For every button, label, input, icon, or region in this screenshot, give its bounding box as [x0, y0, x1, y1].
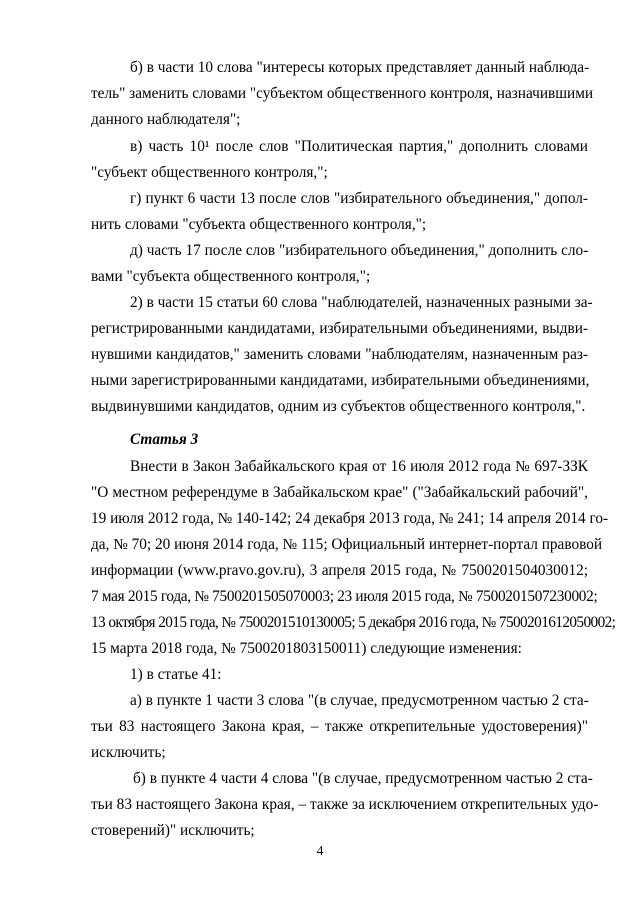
text-line: "О местном референдуме в Забайкальском крае" ("Забайкальский рабочий",	[91, 484, 588, 501]
text-line: тьи 83 настоящего Закона края, – также открепительные удостоверения)"	[91, 718, 588, 735]
text-line: 13 октября 2015 года, № 7500201510130005; 5 декабря 2016 года, № 7500201612050002;	[91, 614, 616, 631]
text-line: г) пункт 6 части 13 после слов "избирательного объединения," допол-	[130, 190, 588, 207]
text-line: исключить;	[91, 744, 166, 761]
text-line: тьи 83 настоящего Закона края, – также за исключением открепительных удо-	[91, 796, 599, 813]
text-line: 7 мая 2015 года, № 7500201505070003; 23 июля 2015 года, № 7500201507230002;	[91, 588, 598, 605]
text-line: д) часть 17 после слов "избирательного объединения," дополнить сло-	[130, 242, 589, 259]
text-line: регистрированными кандидатами, избирательными объединениями, выдви-	[91, 320, 588, 337]
text-line: б) в части 10 слова "интересы которых представляет данный наблюда-	[130, 59, 590, 76]
text-line: стоверений)" исключить;	[91, 822, 255, 839]
article-heading: Статья 3	[130, 431, 199, 448]
text-line: тель" заменить словами "субъектом общественного контроля, назначившими	[91, 85, 594, 102]
text-line: ными зарегистрированными кандидатами, избирательными объединениями,	[91, 372, 590, 389]
text-line: а) в пункте 1 части 3 слова "(в случае, предусмотренном частью 2 ста-	[130, 692, 589, 709]
text-line: 1) в статье 41:	[130, 666, 222, 683]
text-line: выдвинувшими кандидатов, одним из субъектов общественного контроля,".	[91, 398, 586, 415]
text-line: 19 июля 2012 года, № 140-142; 24 декабря 2013 года, № 241; 14 апреля 2014 го-	[91, 510, 609, 527]
text-line: да, № 70; 20 июня 2014 года, № 115; Официальный интернет-портал правовой	[91, 536, 603, 553]
text-line: 15 марта 2018 года, № 7500201803150011) следующие изменения:	[91, 640, 522, 657]
text-line: информации (www.pravo.gov.ru), 3 апреля 2015 года, № 7500201504030012;	[91, 562, 588, 579]
text-line: 2) в части 15 статьи 60 слова "наблюдателей, назначенных разными за-	[130, 294, 593, 311]
text-line: б) в пункте 4 части 4 слова "(в случае, предусмотренном частью 2 ста-	[133, 770, 593, 787]
text-line: нувшими кандидатов," заменить словами "наблюдателям, назначенным раз-	[91, 346, 588, 363]
text-line: Внести в Закон Забайкальского края от 16 июля 2012 года № 697-ЗЗК	[130, 458, 588, 475]
text-line: вами "субъекта общественного контроля,";	[91, 268, 371, 285]
text-line: данного наблюдателя";	[91, 111, 241, 128]
text-line: нить словами "субъекта общественного контроля,";	[91, 216, 427, 233]
page-number: 4	[316, 844, 324, 859]
text-line: в) часть 10¹ после слов "Политическая партия," дополнить словами	[130, 138, 588, 155]
text-line: "субъект общественного контроля,";	[91, 164, 328, 181]
